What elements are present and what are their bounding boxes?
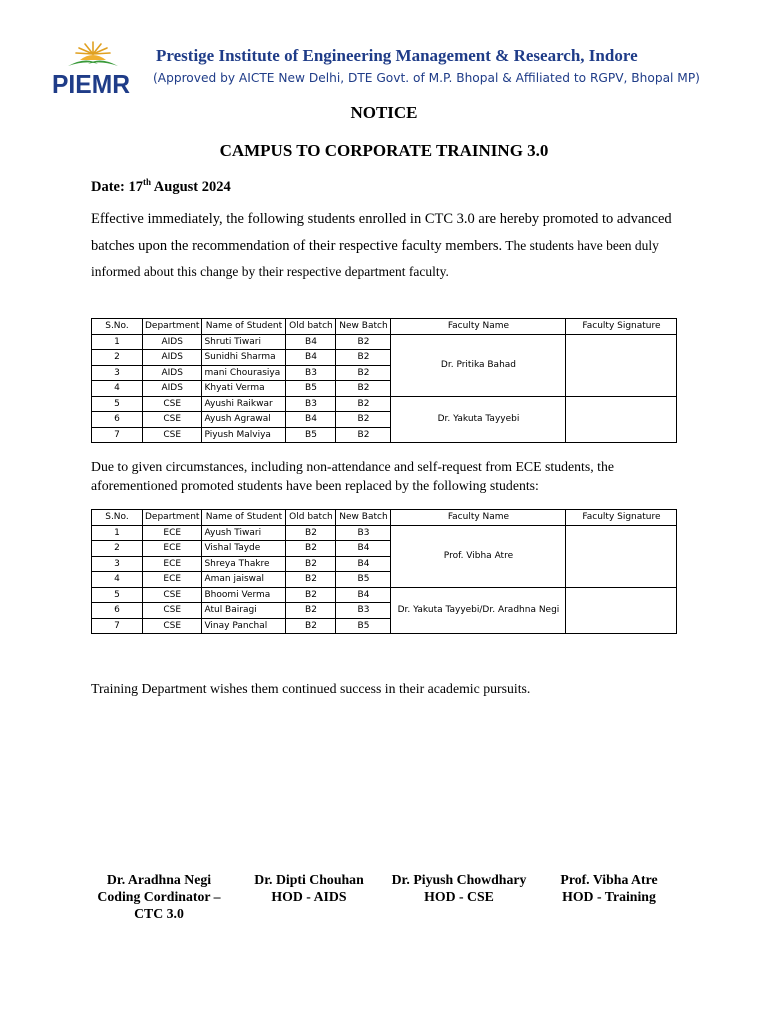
column-header: Faculty Signature: [566, 319, 677, 335]
table-cell: Bhoomi Verma: [202, 587, 286, 603]
table-cell: B4: [286, 412, 336, 428]
table-cell: Ayushi Raikwar: [202, 396, 286, 412]
table-cell: B2: [336, 381, 391, 397]
table-header-row: [92, 319, 677, 335]
table-cell: 2: [92, 541, 143, 557]
table-cell: B4: [286, 334, 336, 350]
table-cell: Ayush Agrawal: [202, 412, 286, 428]
table-cell: 1: [92, 334, 143, 350]
faculty-signature-cell: [566, 334, 677, 396]
table-cell: AIDS: [143, 334, 202, 350]
table-cell: B2: [336, 350, 391, 366]
column-header: Department: [143, 319, 202, 335]
table-cell: B2: [336, 365, 391, 381]
column-header: S.No.: [92, 319, 143, 335]
column-header: Old batch: [286, 319, 336, 335]
table-cell: B5: [286, 427, 336, 443]
signatory-coding-coordinator: Dr. Aradhna Negi Coding Cordinator – CTC 3.0: [97, 872, 221, 921]
replacement-students-table: [91, 509, 677, 634]
table-cell: CSE: [143, 587, 202, 603]
table-cell: B3: [336, 603, 391, 619]
table-cell: 5: [92, 396, 143, 412]
column-header: Faculty Name: [391, 510, 566, 526]
table-cell: Aman jaiswal: [202, 572, 286, 588]
faculty-name-cell: Dr. Yakuta Tayyebi/Dr. Aradhna Negi: [391, 587, 566, 634]
table-cell: AIDS: [143, 381, 202, 397]
column-header: Old batch: [286, 510, 336, 526]
table-cell: B2: [336, 412, 391, 428]
column-header: Faculty Signature: [566, 510, 677, 526]
signatory-hod-cse: Dr. Piyush Chowdhary HOD - CSE: [391, 872, 527, 904]
piemr-logo: [50, 38, 132, 98]
table-row: [92, 396, 677, 412]
faculty-name-cell: Prof. Vibha Atre: [391, 525, 566, 587]
table-cell: Shruti Tiwari: [202, 334, 286, 350]
column-header: Faculty Name: [391, 319, 566, 335]
closing-line: Training Department wishes them continued success in their academic pursuits.: [91, 681, 531, 696]
table-cell: Vinay Panchal: [202, 618, 286, 634]
table-cell: Sunidhi Sharma: [202, 350, 286, 366]
replacement-paragraph: Due to given circumstances, including non-attendance and self-request from ECE students, the aforementioned promoted students have been replaced by the following students:: [91, 459, 614, 493]
faculty-signature-cell: [566, 396, 677, 443]
table-cell: B2: [286, 572, 336, 588]
table-cell: Atul Bairagi: [202, 603, 286, 619]
column-header: Name of Student: [202, 510, 286, 526]
table-cell: B2: [286, 541, 336, 557]
faculty-signature-cell: [566, 587, 677, 634]
table-cell: 1: [92, 525, 143, 541]
table-cell: 7: [92, 427, 143, 443]
table-cell: Shreya Thakre: [202, 556, 286, 572]
table-row: [92, 334, 677, 350]
table-cell: 3: [92, 365, 143, 381]
notice-title: NOTICE: [350, 103, 418, 122]
signatory-hod-aids: Dr. Dipti Chouhan HOD - AIDS: [254, 872, 364, 904]
table-cell: ECE: [143, 525, 202, 541]
column-header: New Batch: [336, 319, 391, 335]
table-cell: B2: [336, 334, 391, 350]
table-cell: 7: [92, 618, 143, 634]
table-cell: AIDS: [143, 365, 202, 381]
table-cell: CSE: [143, 603, 202, 619]
table-cell: ECE: [143, 541, 202, 557]
table-cell: Khyati Verma: [202, 381, 286, 397]
approval-line: (Approved by AICTE New Delhi, DTE Govt. of M.P. Bhopal & Affiliated to RGPV, Bhopal MP): [153, 71, 700, 85]
table-header-row: [92, 510, 677, 526]
table-row: [92, 587, 677, 603]
table-cell: ECE: [143, 556, 202, 572]
table-cell: B2: [286, 556, 336, 572]
institute-name: Prestige Institute of Engineering Management & Research, Indore: [156, 46, 638, 65]
table-cell: ECE: [143, 572, 202, 588]
faculty-name-cell: Dr. Pritika Bahad: [391, 334, 566, 396]
table-cell: 4: [92, 381, 143, 397]
notice-date: Date: 17th August 2024: [91, 177, 231, 195]
table-cell: 5: [92, 587, 143, 603]
table-cell: B3: [286, 365, 336, 381]
table-cell: CSE: [143, 427, 202, 443]
table-cell: B2: [286, 525, 336, 541]
table-cell: mani Chourasiya: [202, 365, 286, 381]
logo-text: PIEMR: [52, 69, 131, 98]
column-header: Department: [143, 510, 202, 526]
signatory-hod-training: Prof. Vibha Atre HOD - Training: [560, 872, 658, 904]
column-header: S.No.: [92, 510, 143, 526]
table-cell: B3: [336, 525, 391, 541]
intro-paragraph: Effective immediately, the following students enrolled in CTC 3.0 are hereby promoted to advanced batches upon the recommendation of their respective faculty members. The students have been duly informed about this change by their respective department faculty.: [91, 211, 672, 279]
table-cell: B2: [286, 603, 336, 619]
promoted-students-table: [91, 318, 677, 443]
table-cell: B4: [336, 556, 391, 572]
table-cell: B2: [286, 587, 336, 603]
table-cell: 4: [92, 572, 143, 588]
table-cell: B4: [336, 587, 391, 603]
notice-subject: CAMPUS TO CORPORATE TRAINING 3.0: [219, 141, 549, 160]
table-cell: B3: [286, 396, 336, 412]
table-row: [92, 525, 677, 541]
table-cell: AIDS: [143, 350, 202, 366]
table-cell: B5: [336, 572, 391, 588]
table-cell: 2: [92, 350, 143, 366]
table-cell: 6: [92, 412, 143, 428]
table-cell: B4: [286, 350, 336, 366]
table-cell: B4: [336, 541, 391, 557]
table-cell: CSE: [143, 396, 202, 412]
table-cell: B2: [336, 427, 391, 443]
faculty-name-cell: Dr. Yakuta Tayyebi: [391, 396, 566, 443]
table-cell: B2: [286, 618, 336, 634]
table-cell: 6: [92, 603, 143, 619]
table-cell: B5: [336, 618, 391, 634]
table-cell: B2: [336, 396, 391, 412]
table-cell: Ayush Tiwari: [202, 525, 286, 541]
table-cell: 3: [92, 556, 143, 572]
table-cell: CSE: [143, 618, 202, 634]
faculty-signature-cell: [566, 525, 677, 587]
table-cell: CSE: [143, 412, 202, 428]
table-cell: B5: [286, 381, 336, 397]
column-header: New Batch: [336, 510, 391, 526]
table-cell: Piyush Malviya: [202, 427, 286, 443]
column-header: Name of Student: [202, 319, 286, 335]
table-cell: Vishal Tayde: [202, 541, 286, 557]
